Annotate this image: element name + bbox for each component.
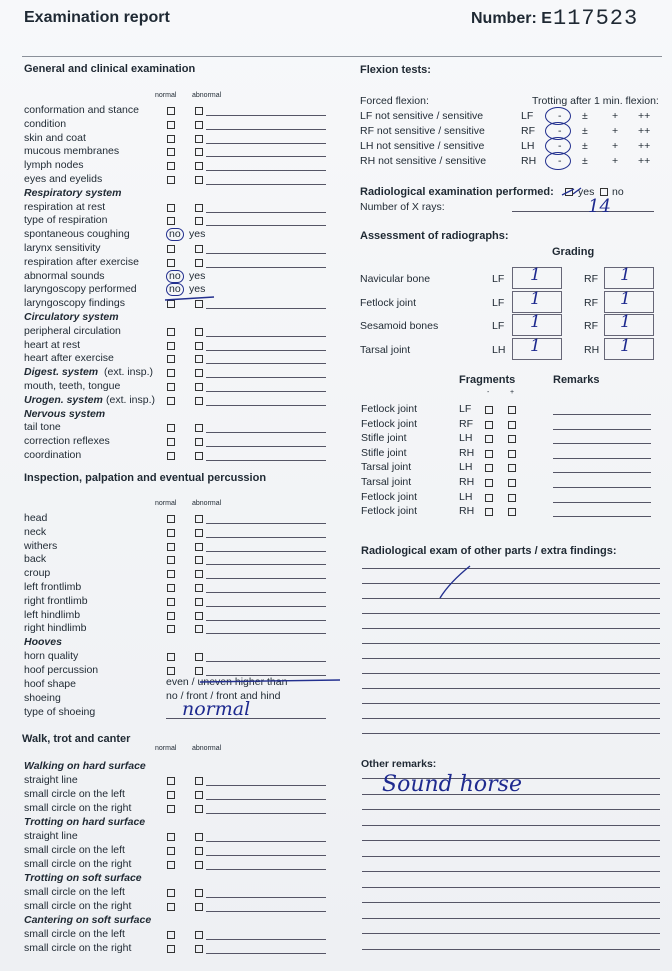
exam-row-label: peripheral circulation <box>24 324 121 337</box>
exam-row-label: respiration after exercise <box>24 255 139 268</box>
fragments-minus: - <box>487 389 490 396</box>
flexion-grade[interactable]: - <box>558 155 562 167</box>
hoof-shape-label: hoof shape <box>24 678 76 690</box>
flexion-row-label: LF not sensitive / sensitive <box>360 110 484 122</box>
exam-row-label: correction reflexes <box>24 435 110 448</box>
no-option[interactable]: no <box>166 228 184 241</box>
exam-row-label: head <box>24 512 48 524</box>
assessment-right-grade[interactable]: 1 <box>620 312 631 332</box>
exam-row-label: straight line <box>24 774 78 786</box>
hoof-shape-options[interactable]: even / uneven higher than <box>166 676 288 688</box>
flexion-grade[interactable]: + <box>612 140 619 152</box>
remarks-title: Remarks <box>553 374 600 386</box>
col-normal: normal <box>155 92 177 99</box>
fragment-row-label: Tarsal joint <box>361 461 412 474</box>
exam-row-label: right hindlimb <box>24 622 87 635</box>
assessment-left-leg: LF <box>492 273 505 285</box>
general-exam-title: General and clinical examination <box>24 63 196 75</box>
fragment-leg: RH <box>459 505 475 518</box>
flexion-grade[interactable]: ± <box>582 125 588 137</box>
yes-option[interactable]: yes <box>189 269 206 282</box>
exam-row-label: skin and coat <box>24 131 86 144</box>
assessment-row-label: Tarsal joint <box>360 343 411 356</box>
fragment-leg: RH <box>459 446 475 459</box>
exam-row-label: laryngoscopy performed <box>24 283 137 296</box>
flexion-grade[interactable]: ++ <box>638 140 651 152</box>
other-remarks-title: Other remarks: <box>361 758 437 770</box>
assessment-left-leg: LF <box>492 320 505 332</box>
flexion-grade[interactable]: - <box>558 125 562 137</box>
flexion-leg: LH <box>521 140 535 152</box>
assessment-left-leg: LH <box>492 343 506 356</box>
xrays-label: Number of X rays: <box>360 201 445 213</box>
fragment-row-label: Fetlock joint <box>361 403 418 415</box>
subsection-heading: Nervous system <box>24 407 106 420</box>
other-parts-title: Radiological exam of other parts / extra findings: <box>361 545 617 557</box>
assessment-right-leg: RF <box>584 273 598 285</box>
flexion-grade[interactable]: - <box>558 140 562 152</box>
exam-row-label: condition <box>24 117 67 130</box>
subsection-heading: Trotting on soft surface <box>24 872 142 884</box>
flexion-grade[interactable]: + <box>612 110 619 122</box>
flexion-leg: RH <box>521 155 537 167</box>
exam-row-label: withers <box>24 539 58 552</box>
exam-row-label: larynx sensitivity <box>24 242 101 254</box>
fragments-title: Fragments <box>459 374 516 386</box>
trotting-after-label: Trotting after 1 min. flexion: <box>532 95 659 107</box>
exam-row-label: heart after exercise <box>24 352 114 365</box>
fragment-leg: LF <box>459 403 472 415</box>
exam-row-label: back <box>24 553 47 566</box>
no-option[interactable]: no <box>166 270 184 283</box>
exam-row-label: coordination <box>24 449 82 461</box>
exam-row-label: neck <box>24 525 47 538</box>
exam-row-label: small circle on the left <box>24 886 125 898</box>
col-normal-2: normal <box>155 500 177 507</box>
fragment-row-label: Fetlock joint <box>361 417 418 430</box>
fragment-row-label: Stifle joint <box>361 432 407 445</box>
subsection-heading: Circulatory system <box>24 311 119 323</box>
assessment-left-leg: LF <box>492 296 505 309</box>
flexion-row-label: RF not sensitive / sensitive <box>360 125 485 137</box>
flexion-grade[interactable]: ± <box>582 155 588 167</box>
flexion-title: Flexion tests: <box>360 64 431 76</box>
exam-row-label: tail tone <box>24 421 61 434</box>
yes-option[interactable]: yes <box>189 228 206 241</box>
assessment-row-label: Fetlock joint <box>360 296 417 309</box>
assessment-right-grade[interactable]: 1 <box>620 288 631 309</box>
fragment-leg: LH <box>459 461 473 474</box>
flexion-grade[interactable]: + <box>612 125 619 137</box>
exam-row-label: conformation and stance <box>24 104 139 116</box>
exam-row-label: respiration at rest <box>24 200 106 213</box>
xrays-handwritten[interactable]: 14 <box>588 196 611 217</box>
digest-note: (ext. insp.) <box>104 366 154 379</box>
fragment-leg: LH <box>459 432 473 445</box>
flexion-grade[interactable]: ± <box>582 110 588 122</box>
shoeing-type-handwritten[interactable]: normal <box>182 698 251 720</box>
col-abnormal-2: abnormal <box>192 500 222 507</box>
report-number: 117523 <box>553 6 639 31</box>
flexion-grade[interactable]: + <box>612 155 619 167</box>
exam-row-label: small circle on the right <box>24 900 132 912</box>
other-remarks-handwritten[interactable]: Sound horse <box>382 772 522 797</box>
urogen-note: (ext. insp.) <box>106 393 156 406</box>
assessment-left-grade[interactable]: 1 <box>530 265 541 285</box>
no-option[interactable]: no <box>166 283 184 296</box>
exam-row-label: eyes and eyelids <box>24 173 103 185</box>
exam-row-label: small circle on the left <box>24 788 125 800</box>
fragment-row-label: Tarsal joint <box>361 476 412 488</box>
flexion-row-label: RH not sensitive / sensitive <box>360 155 487 167</box>
exam-row-label: laryngoscopy findings <box>24 297 125 310</box>
exam-row-label: abnormal sounds <box>24 269 105 282</box>
assessment-left-grade[interactable]: 1 <box>530 335 541 356</box>
ink-slash-mark <box>440 566 470 598</box>
shoeing-options[interactable]: no / front / front and hind <box>166 690 281 702</box>
shoeing-label: shoeing <box>24 692 61 704</box>
col-abnormal: abnormal <box>192 92 222 99</box>
subsection-heading: Trotting on hard surface <box>24 816 146 828</box>
digest-title: Digest. system <box>24 366 99 379</box>
flexion-leg: LF <box>521 110 534 122</box>
fragment-row-label: Stifle joint <box>361 446 407 459</box>
exam-row-label: small circle on the right <box>24 802 132 814</box>
exam-row-label: mouth, teeth, tongue <box>24 380 121 392</box>
yes-option[interactable]: yes <box>189 283 206 296</box>
assessment-left-grade[interactable]: 1 <box>530 288 541 309</box>
assessment-title: Assessment of radiographs: <box>360 230 509 242</box>
exam-row-label: hoof percussion <box>24 663 99 676</box>
flexion-grade[interactable]: ++ <box>638 110 651 122</box>
forced-flexion-label: Forced flexion: <box>360 95 429 107</box>
urogen-title: Urogen. system <box>24 393 103 406</box>
fragment-row-label: Fetlock joint <box>361 505 418 518</box>
grading-label: Grading <box>552 246 595 258</box>
ink-laryngoscopy-strike <box>165 297 214 300</box>
radio-no-label: no <box>612 186 624 198</box>
exam-row-label: small circle on the left <box>24 844 125 856</box>
exam-row-label: left frontlimb <box>24 581 82 593</box>
subsection-heading: Respiratory system <box>24 186 122 199</box>
shoeing-type-label: type of shoeing <box>24 706 96 718</box>
exam-row-label: mucous membranes <box>24 145 120 158</box>
flexion-grade[interactable]: - <box>558 110 562 122</box>
exam-row-label: small circle on the right <box>24 942 132 954</box>
exam-row-label: right frontlimb <box>24 594 88 607</box>
assessment-right-leg: RH <box>584 343 600 356</box>
assessment-right-leg: RF <box>584 296 598 309</box>
fragment-leg: RF <box>459 417 473 430</box>
exam-row-label: small circle on the left <box>24 928 125 940</box>
exam-row-label: straight line <box>24 830 78 842</box>
fragment-row-label: Fetlock joint <box>361 490 418 503</box>
assessment-row-label: Sesamoid bones <box>360 320 439 332</box>
flexion-grade[interactable]: ± <box>582 140 588 152</box>
col-normal-3: normal <box>155 745 177 752</box>
assessment-right-grade[interactable]: 1 <box>620 335 631 356</box>
report-title: Examination report <box>24 9 170 26</box>
ink-yes-check <box>562 188 581 195</box>
assessment-left-grade[interactable]: 1 <box>530 312 541 332</box>
flexion-grade[interactable]: ++ <box>638 125 651 137</box>
exam-row-label: spontaneous coughing <box>24 228 130 241</box>
radiological-performed-label: Radiological examination performed: <box>360 186 554 198</box>
fragment-leg: RH <box>459 476 475 488</box>
fragment-leg: LH <box>459 490 473 503</box>
subsection-heading: Hooves <box>24 636 62 649</box>
exam-row-label: heart at rest <box>24 338 81 351</box>
flexion-leg: RF <box>521 125 535 137</box>
subsection-heading: Walking on hard surface <box>24 760 146 772</box>
number-label: Number: E <box>471 10 552 27</box>
radio-yes-label: yes <box>578 186 595 198</box>
assessment-right-grade[interactable]: 1 <box>620 265 631 285</box>
exam-row-label: lymph nodes <box>24 159 84 172</box>
exam-row-label: type of respiration <box>24 214 108 227</box>
ink-hoof-strike <box>200 680 340 682</box>
flexion-row-label: LH not sensitive / sensitive <box>360 140 485 152</box>
exam-row-label: small circle on the right <box>24 858 132 870</box>
exam-row-label: croup <box>24 567 51 580</box>
subsection-heading: Cantering on soft surface <box>24 914 152 926</box>
walk-trot-canter-title: Walk, trot and canter <box>22 733 131 745</box>
assessment-row-label: Navicular bone <box>360 273 431 285</box>
flexion-grade[interactable]: ++ <box>638 155 651 167</box>
exam-row-label: horn quality <box>24 650 79 662</box>
inspection-title: Inspection, palpation and eventual percussion <box>24 472 267 484</box>
assessment-right-leg: RF <box>584 320 598 332</box>
fragments-plus: + <box>510 389 515 396</box>
col-abnormal-3: abnormal <box>192 745 222 752</box>
exam-row-label: left hindlimb <box>24 608 81 621</box>
